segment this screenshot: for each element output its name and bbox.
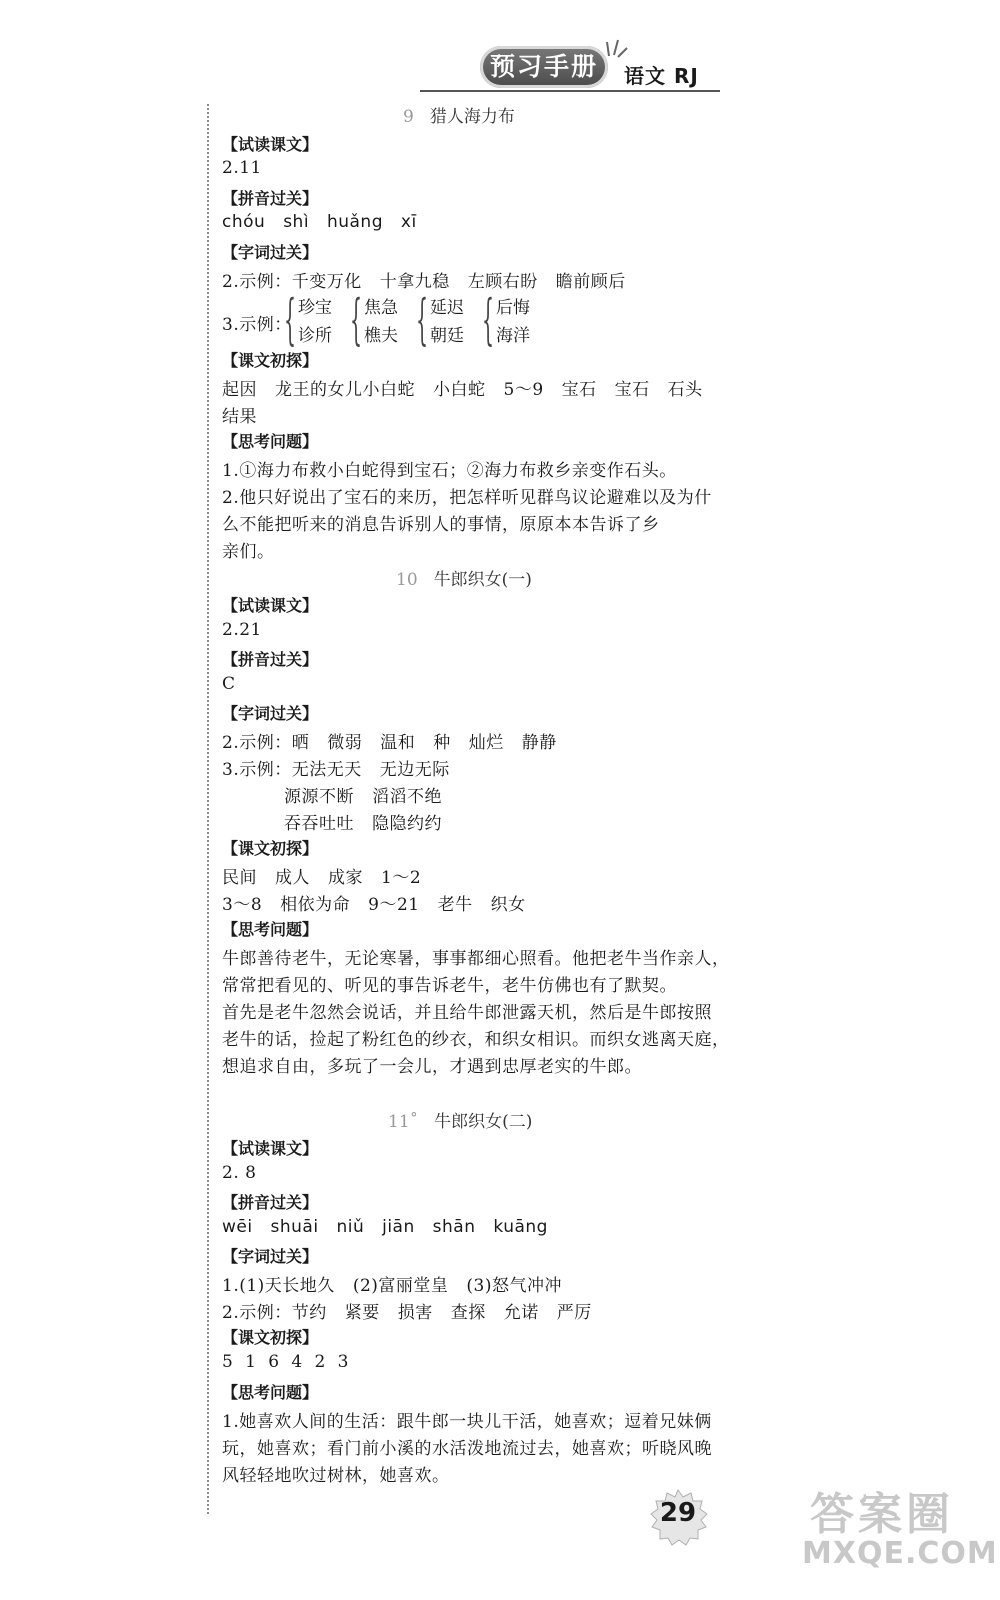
word: 成人 <box>275 868 310 888</box>
word: 紧要 <box>344 1303 380 1323</box>
brace-icon: { <box>416 288 429 351</box>
answer-line <box>222 863 439 888</box>
word-answer-line <box>222 1298 610 1323</box>
lesson-number: 9 <box>403 107 414 127</box>
word-answer-line <box>284 809 460 834</box>
page-number: 29 <box>659 1498 697 1528</box>
brace-word: 诊所 <box>298 326 332 346</box>
answer-line: C <box>222 674 236 694</box>
section-heading: 【字词过关】 <box>222 243 319 262</box>
paragraph-line: 老牛的话，捡起了粉红色的纱衣，和织女相识。而织女逃离天庭， <box>222 1030 730 1050</box>
answer-line: 2.11 <box>222 158 262 178</box>
section-heading: 【字词过关】 <box>222 704 319 723</box>
lesson-10-title <box>396 565 532 590</box>
section-heading: 【课文初探】 <box>222 351 319 370</box>
word: 左顾右盼 <box>467 272 538 292</box>
word: 源源不断 <box>284 787 354 807</box>
word: 微弱 <box>327 733 363 753</box>
word: 石头 <box>667 380 703 400</box>
word: 十拿九稳 <box>379 272 450 292</box>
section-heading: 【拼音过关】 <box>222 650 319 669</box>
paragraph-line: 玩，她喜欢；看门前小溪的水活泼地流过去，她喜欢；听晓风晚 <box>222 1439 712 1459</box>
answer-line: 2.21 <box>222 620 262 640</box>
word: 允诺 <box>503 1303 539 1323</box>
paragraph-line: 1.她喜欢人间的生活：跟牛郎一块儿干活，她喜欢；逗着兄妹俩 <box>222 1412 712 1432</box>
word: 民间 <box>222 868 257 888</box>
lesson-title: 牛郎织女(一) <box>433 570 532 590</box>
word: 严厉 <box>556 1303 592 1323</box>
section-heading: 【试读课文】 <box>222 1139 319 1158</box>
brace-word: 延迟 <box>430 298 464 318</box>
section-heading: 【课文初探】 <box>222 1328 319 1347</box>
margin-dotted-rule <box>207 104 209 1514</box>
lesson-title: 牛郎织女(二) <box>434 1112 533 1132</box>
sparkle-icon <box>605 38 629 58</box>
brace-icon: { <box>350 288 363 351</box>
word: 温和 <box>380 733 416 753</box>
paragraph-line: 首先是老牛忽然会说话，并且给牛郎泄露天机，然后是牛郎按照 <box>222 1003 712 1023</box>
brace-word: 后悔 <box>496 298 530 318</box>
word: 瞻前顾后 <box>555 272 626 292</box>
word: 1.(1)天长地久 <box>222 1276 335 1296</box>
word: 9～21 <box>368 895 420 915</box>
word: 成家 <box>328 868 363 888</box>
header-rule <box>420 90 720 92</box>
watermark-text: 答案圈 <box>810 1489 954 1540</box>
section-heading: 【试读课文】 <box>222 135 319 154</box>
word: (2)富丽堂皇 <box>352 1276 449 1296</box>
section-heading: 【思考问题】 <box>222 920 319 939</box>
paragraph-line: 么不能把听来的消息告诉别人的事情，原原本本告诉了乡 <box>222 515 660 535</box>
section-heading: 【拼音过关】 <box>222 189 319 208</box>
section-heading: 【思考问题】 <box>222 1383 319 1402</box>
brace-label: 3.示例： <box>222 315 292 335</box>
word-answer-line <box>222 755 468 780</box>
word: 5～9 <box>503 380 544 400</box>
brace-word: 樵夫 <box>364 326 398 346</box>
paragraph-line: 1.①海力布救小白蛇得到宝石；②海力布救乡亲变作石头。 <box>222 461 677 481</box>
paragraph-line: 常常把看见的、听见的事告诉老牛，老牛仿佛也有了默契。 <box>222 976 677 996</box>
word: 无边无际 <box>379 760 450 780</box>
paragraph-line: 2.他只好说出了宝石的来历，把怎样听见群鸟议论避难以及为什 <box>222 488 712 508</box>
word: 种 <box>433 733 451 753</box>
answer-line <box>222 375 721 400</box>
answer-line: 2. 8 <box>222 1163 257 1183</box>
lesson-number: 10 <box>396 570 418 590</box>
brace-word: 朝廷 <box>430 326 464 346</box>
section-heading: 【字词过关】 <box>222 1247 319 1266</box>
word: 损害 <box>397 1303 433 1323</box>
word-answer-line <box>284 782 460 807</box>
watermark-url: MXQE.COM <box>802 1536 998 1571</box>
word-answer-line <box>222 728 575 753</box>
word: 龙王的女儿小白蛇 <box>275 380 415 400</box>
answer-line: 5 1 6 4 2 3 <box>222 1352 349 1372</box>
word: 3.示例：无法无天 <box>222 760 362 780</box>
lesson-9-title <box>403 102 515 127</box>
subject-label: 语文 RJ <box>624 64 699 88</box>
book-logo: 预习手册 <box>480 46 608 88</box>
pinyin-answer: chóu shì huǎng xī <box>222 212 417 232</box>
section-heading: 【试读课文】 <box>222 596 319 615</box>
watermark-logo <box>800 1470 998 1580</box>
word: 2.示例：晒 <box>222 733 310 753</box>
word: 吞吞吐吐 <box>284 814 354 834</box>
word: 老牛 <box>437 895 473 915</box>
lesson-title: 猎人海力布 <box>429 107 515 127</box>
lesson-11-title <box>388 1107 532 1132</box>
word: 宝石 <box>561 380 597 400</box>
brace-word: 珍宝 <box>298 298 332 318</box>
word: (3)怒气冲冲 <box>466 1276 562 1296</box>
answer-line <box>222 890 544 915</box>
answer-line: 结果 <box>222 407 257 427</box>
pinyin-answer: wēi shuāi niǔ jiān shān kuāng <box>222 1217 548 1237</box>
header <box>420 38 720 98</box>
word: 2.示例：千变万化 <box>222 272 362 292</box>
paragraph-line: 风轻轻地吹过树林，她喜欢。 <box>222 1466 450 1486</box>
section-heading: 【课文初探】 <box>222 839 319 858</box>
word: 3～8 <box>222 895 263 915</box>
word: 1～2 <box>381 868 422 888</box>
lesson-number: 11˚ <box>388 1112 419 1132</box>
word: 织女 <box>490 895 526 915</box>
section-heading: 【拼音过关】 <box>222 1193 319 1212</box>
word: 灿烂 <box>468 733 504 753</box>
brace-icon: { <box>284 288 297 351</box>
brace-word: 焦急 <box>364 298 398 318</box>
word: 起因 <box>222 380 257 400</box>
brace-word: 海洋 <box>496 326 530 346</box>
page-number-badge <box>648 1488 708 1548</box>
paragraph-line: 亲们。 <box>222 542 275 562</box>
word: 查探 <box>450 1303 486 1323</box>
section-heading: 【思考问题】 <box>222 432 319 451</box>
word-answer-line <box>222 1271 580 1296</box>
word: 相依为命 <box>280 895 351 915</box>
word: 滔滔不绝 <box>372 787 442 807</box>
word: 2.示例：节约 <box>222 1303 327 1323</box>
word: 隐隐约约 <box>372 814 442 834</box>
paragraph-line: 牛郎善待老牛，无论寒暑，事事都细心照看。他把老牛当作亲人， <box>222 949 730 969</box>
paragraph-line: 想追求自由，多玩了一会儿，才遇到忠厚老实的牛郎。 <box>222 1057 642 1077</box>
word: 静静 <box>521 733 557 753</box>
brace-icon: { <box>482 288 495 351</box>
word: 小白蛇 <box>433 380 486 400</box>
word: 宝石 <box>614 380 650 400</box>
